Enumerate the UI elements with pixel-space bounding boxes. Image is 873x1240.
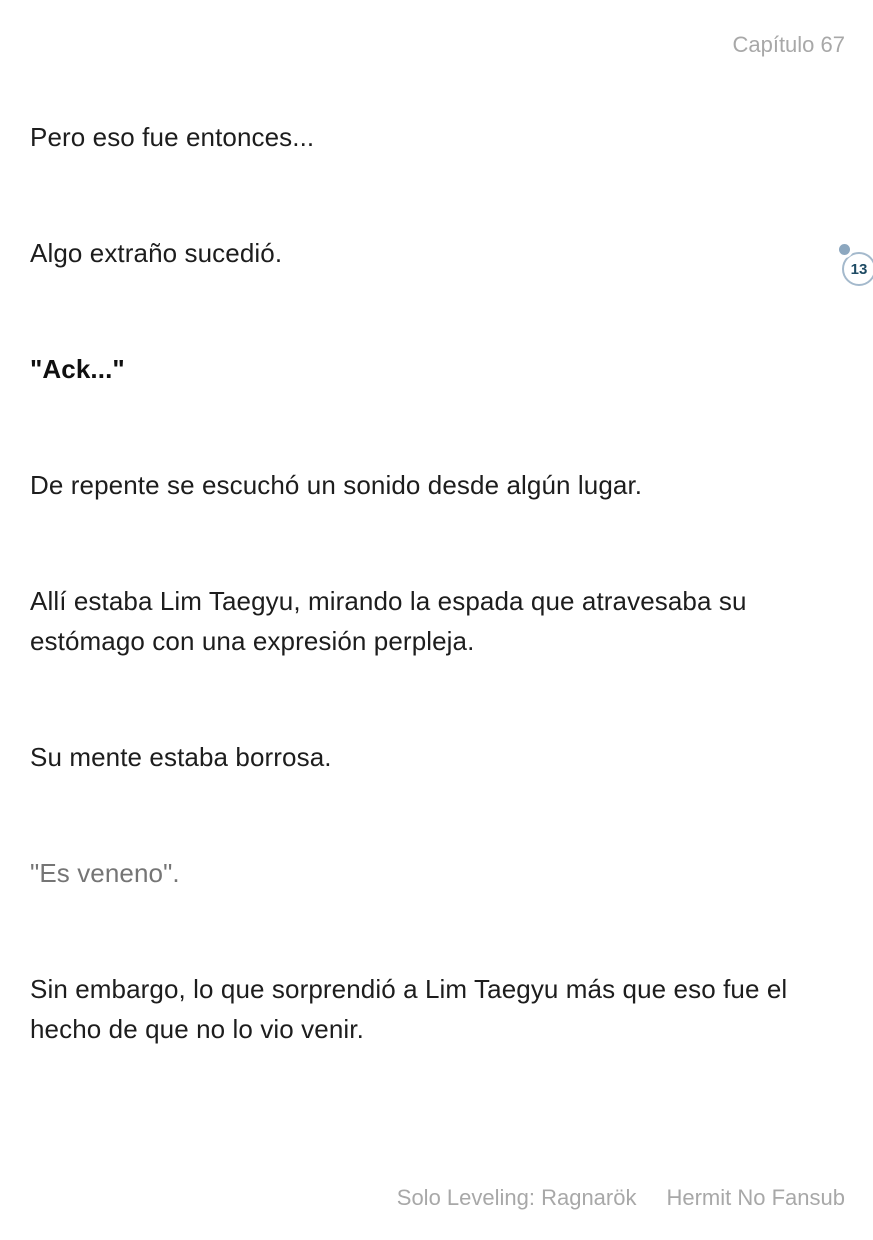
paragraph: Sin embargo, lo que sorprendió a Lim Taegyu más que eso fue el hecho de que no lo vio venir. <box>30 974 788 1044</box>
paragraph: "Ack..." <box>30 354 125 384</box>
paragraph: Pero eso fue entonces... <box>30 122 315 152</box>
footer <box>397 1184 845 1212</box>
fansub-credit: Hermit No Fansub <box>666 1185 845 1210</box>
paragraph: Algo extraño sucedió. <box>30 238 283 268</box>
paragraph: Su mente estaba borrosa. <box>30 742 332 772</box>
paragraph: "Es veneno". <box>30 858 180 888</box>
book-title: Solo Leveling: Ragnarök <box>396 1185 637 1210</box>
chapter-label: Capítulo 67 <box>732 32 845 57</box>
comment-indicator-dot <box>836 241 853 258</box>
paragraph: De repente se escuchó un sonido desde algún lugar. <box>30 470 643 500</box>
comment-count-badge[interactable]: 13 <box>842 252 873 286</box>
chapter-text <box>30 117 843 1125</box>
paragraph: Allí estaba Lim Taegyu, mirando la espada que atravesaba su estómago con una expresión perpleja. <box>30 586 747 656</box>
